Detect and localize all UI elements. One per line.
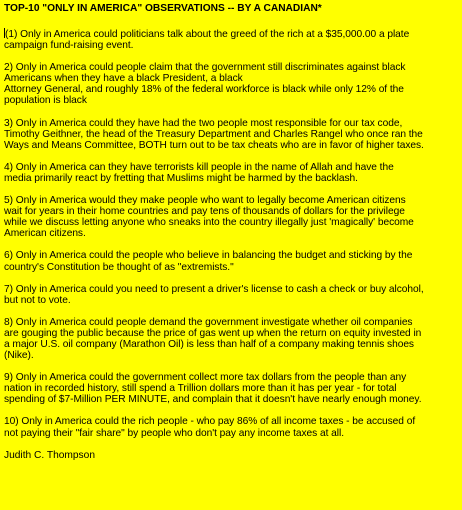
observation-line: campaign fund-raising event. bbox=[4, 40, 134, 52]
observation-7 bbox=[4, 284, 458, 306]
observation-line: a major U.S. oil company (Marathon Oil) is less than half of a company making tennis shoes bbox=[4, 338, 414, 350]
observation-4 bbox=[4, 162, 458, 184]
observation-2 bbox=[4, 62, 458, 106]
observation-line: American citizens. bbox=[4, 228, 86, 240]
observation-line: 10) Only in America could the rich people - who pay 86% of all income taxes - be accused of bbox=[4, 416, 416, 428]
observation-line: 4) Only in America can they have terrorists kill people in the name of Allah and have the bbox=[4, 161, 394, 173]
observation-line: 3) Only in America could they have had the two people most responsible for our tax code, bbox=[4, 117, 403, 129]
observation-line: 7) Only in America could you need to present a driver's license to cash a check or buy alcohol, bbox=[4, 283, 424, 295]
observation-line: 5) Only in America would they make people who want to legally become American citizens bbox=[4, 195, 406, 207]
observation-3 bbox=[4, 118, 458, 151]
observation-line bbox=[4, 28, 458, 40]
observation-line: but not to vote. bbox=[4, 294, 71, 306]
observation-line: 2) Only in America could people claim that the government still discriminates against black bbox=[4, 62, 406, 74]
observation-line: 6) Only in America could the people who believe in balancing the budget and sticking by the bbox=[4, 250, 413, 262]
observation-line: Attorney General, and roughly 18% of the federal workforce is black while only 12% of the bbox=[4, 84, 404, 96]
document-title: TOP-10 "ONLY IN AMERICA" OBSERVATIONS -- BY A CANADIAN* bbox=[4, 3, 322, 14]
observation-6 bbox=[4, 250, 458, 272]
observation-line: Timothy Geithner, the head of the Treasury Department and Charles Rangel who once ran the bbox=[4, 128, 423, 140]
observation-line: 9) Only in America could the government collect more tax dollars from the people than any bbox=[4, 372, 407, 384]
observation-line: not paying their "fair share" by people who don't pay any income taxes at all. bbox=[4, 427, 344, 439]
observation-line: Ways and Means Committee, BOTH turn out to be tax cheats who are in favor of higher taxes. bbox=[4, 139, 424, 151]
author-signature: Judith C. Thompson bbox=[4, 449, 95, 461]
observation-line: (Nike). bbox=[4, 350, 34, 362]
observation-9 bbox=[4, 372, 458, 405]
observation-line-text: (1) Only in America could politicians talk about the greed of the rich at a $35,000.00 a plate bbox=[5, 29, 410, 40]
observation-line: spending of $7-Million PER MINUTE, and complain that it doesn't have nearly enough money. bbox=[4, 394, 422, 406]
observation-line: 8) Only in America could people demand the government investigate whether oil companies bbox=[4, 316, 413, 328]
observation-line: while we discuss letting anyone who sneaks into the country illegally just 'magically' become bbox=[4, 217, 414, 229]
observation-10 bbox=[4, 416, 458, 438]
observation-8 bbox=[4, 317, 458, 361]
observation-line: country's Constitution be thought of as "extremists." bbox=[4, 261, 234, 273]
observation-line: nation in recorded history, still spend a Trillion dollars more than it has per year - for total bbox=[4, 383, 397, 395]
observation-line: population is black bbox=[4, 95, 87, 107]
observation-line: media primarily react by fretting that Muslims might be harmed by the backlash. bbox=[4, 172, 358, 184]
observation-line: Americans when they have a black President, a black bbox=[4, 73, 243, 85]
observation-line: wait for years in their home countries and pay tens of thousands of dollars for the privilege bbox=[4, 206, 405, 218]
observation-1 bbox=[4, 28, 458, 51]
observation-line: are gouging the public because the price of gas went up when the return on equity invested in bbox=[4, 327, 422, 339]
observation-5 bbox=[4, 195, 458, 239]
